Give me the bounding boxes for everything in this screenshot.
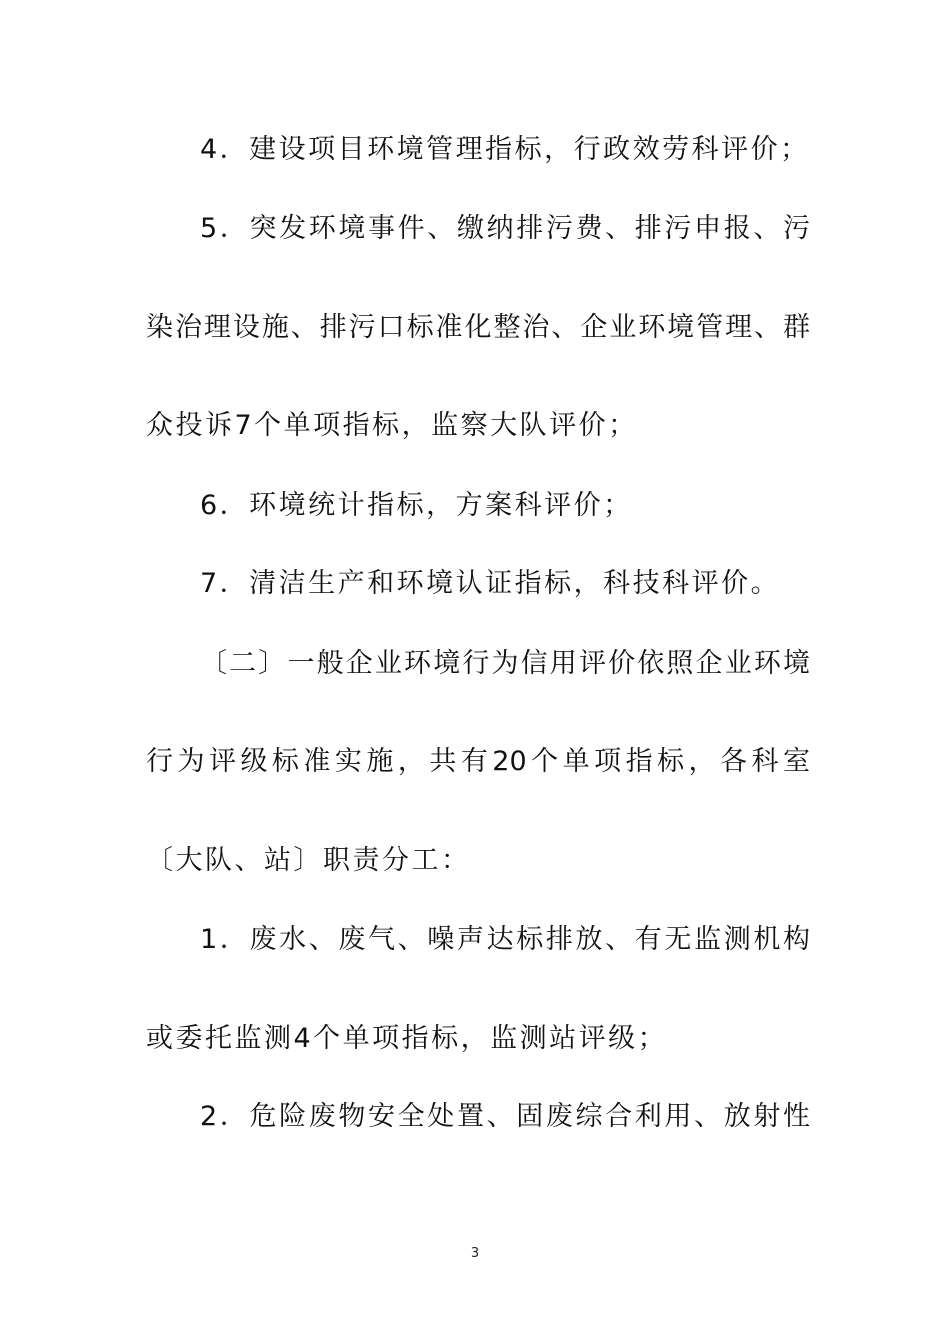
- text-line-section-2: 〔二〕一般企业环境行为信用评价依照企业环境: [200, 648, 810, 679]
- text-line: 染治理设施、排污口标准化整治、企业环境管理、群: [146, 312, 810, 343]
- text-line-item-4: 4．建设项目环境管理指标，行政效劳科评价；: [200, 134, 810, 165]
- text-line-item-7: 7．清洁生产和环境认证指标，科技科评价。: [200, 568, 781, 599]
- text-line-item-2: 2．危险废物安全处置、固废综合利用、放射性: [200, 1101, 810, 1132]
- page-number: 3: [470, 1246, 480, 1261]
- text-line-item-1: 1．废水、废气、噪声达标排放、有无监测机构: [200, 924, 810, 955]
- text-line: 行为评级标准实施，共有20个单项指标，各科室: [146, 746, 810, 777]
- text-line: 〔大队、站〕职责分工：: [146, 845, 471, 876]
- text-line: 众投诉7个单项指标，监察大队评价；: [146, 410, 638, 441]
- text-line: 或委托监测4个单项指标，监测站评级；: [146, 1023, 668, 1054]
- text-line-item-5: 5．突发环境事件、缴纳排污费、排污申报、污: [200, 213, 810, 244]
- text-line-item-6: 6．环境统计指标，方案科评价；: [200, 490, 633, 521]
